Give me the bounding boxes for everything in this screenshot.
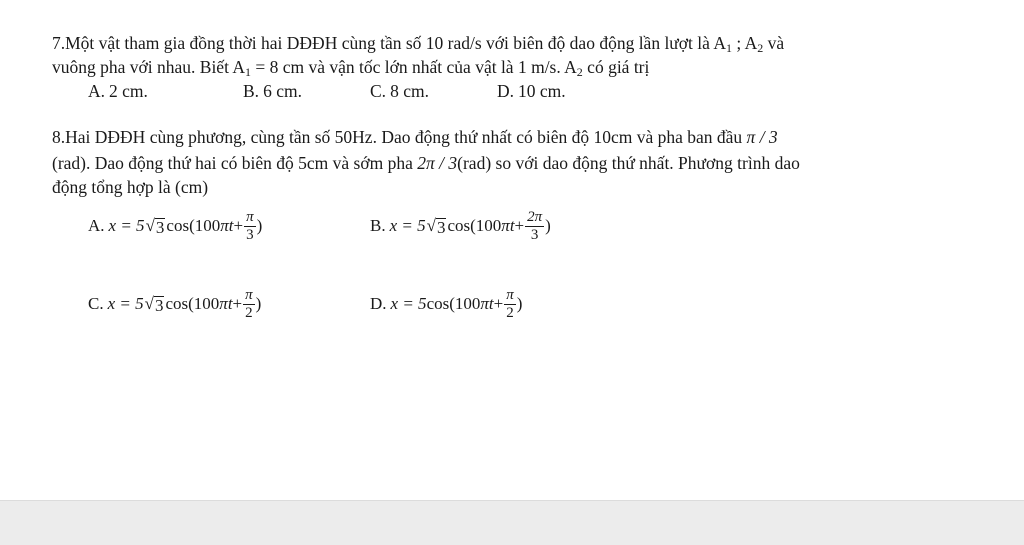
q8-line-3 xyxy=(52,176,208,198)
option-text: 8 cm. xyxy=(390,81,429,101)
option-label: D. xyxy=(497,81,515,101)
q7-text: có giá trị xyxy=(582,57,650,77)
math-inline: π / 3 xyxy=(746,127,778,147)
equation-func: cos(100 xyxy=(426,294,481,313)
q8-option-c[interactable]: C. x = 5 √ 3 cos(100 πt + $\frac{\pi}{2}$ ) xyxy=(88,286,262,321)
equation-func: cos(100 xyxy=(165,294,220,313)
option-label: D. xyxy=(370,294,387,313)
q8-text: động tổng hợp là (cm) xyxy=(52,177,209,197)
fraction: $\frac{\pi}{2}$ xyxy=(245,286,253,321)
option-label: C. xyxy=(370,81,387,101)
q7-text: 7.Một vật tham gia đồng thời hai DĐĐH cùng tần số 10 rad/s với biên độ dao động lần lượt là A xyxy=(52,33,726,53)
equation-var: πt xyxy=(480,294,494,313)
subscript: 1 xyxy=(245,65,251,79)
equation-lhs: x = 5 xyxy=(389,216,426,235)
q7-option-a[interactable] xyxy=(88,80,148,102)
equation-func: cos(100 xyxy=(166,216,221,235)
option-label: C. xyxy=(88,294,104,313)
q8-text: (rad) so với dao động thứ nhất. Phương trình dao xyxy=(457,153,800,173)
option-label: A. xyxy=(88,81,106,101)
q8-option-a[interactable]: A. x = 5 √ 3 cos(100 πt + $\frac{\pi}{3}$ ) xyxy=(88,208,263,243)
equation-lhs: x = 5 xyxy=(390,294,427,313)
equation-func: cos(100 xyxy=(447,216,502,235)
fraction: $\frac{\pi}{2}$ xyxy=(506,286,514,321)
option-label: B. xyxy=(370,216,386,235)
sqrt: √ 3 xyxy=(145,216,165,237)
q8-line-1 xyxy=(52,126,778,148)
q7-text: vuông pha với nhau. Biết A xyxy=(52,57,245,77)
q7-option-b[interactable] xyxy=(243,80,302,102)
q8-option-b[interactable]: B. x = 5 √ 3 cos(100 πt + $\frac{2\pi}{3}$ ) xyxy=(370,208,551,243)
option-text: 6 cm. xyxy=(263,81,302,101)
equation-var: πt xyxy=(219,294,233,313)
q8-text: (rad). Dao động thứ hai có biên độ 5cm và sớm pha xyxy=(52,153,413,173)
q7-option-d[interactable] xyxy=(497,80,566,102)
q7-text: ; A xyxy=(731,33,758,53)
equation-var: πt xyxy=(220,216,234,235)
subscript: 2 xyxy=(576,65,583,79)
equation-lhs: x = 5 xyxy=(107,294,144,313)
option-label: B. xyxy=(243,81,260,101)
q8-text: 8.Hai DĐĐH cùng phương, cùng tần số 50Hz. Dao động thứ nhất có biên độ 10cm và pha ban đầu xyxy=(52,127,743,147)
sqrt: √ 3 xyxy=(144,294,164,315)
math-inline: 2π / 3 xyxy=(417,153,458,173)
option-text: 10 cm. xyxy=(518,81,566,101)
equation-var: πt xyxy=(501,216,515,235)
option-text: 2 cm. xyxy=(109,81,148,101)
page-gap xyxy=(0,500,1024,545)
option-label: A. xyxy=(88,216,105,235)
q7-option-c[interactable] xyxy=(370,80,429,102)
q7-text: và xyxy=(763,33,785,53)
fraction: $\frac{\pi}{3}$ xyxy=(246,208,254,243)
q7-line-2 xyxy=(52,56,649,83)
fraction: $\frac{2\pi}{3}$ xyxy=(527,208,543,243)
q8-line-2 xyxy=(52,152,800,174)
q7-line-1 xyxy=(52,32,784,59)
q8-option-d[interactable]: D. x = 5 cos(100 πt + $\frac{\pi}{2}$ ) xyxy=(370,286,523,321)
sqrt: √ 3 xyxy=(426,216,446,237)
equation-lhs: x = 5 xyxy=(108,216,145,235)
subscript: 1 xyxy=(725,41,732,55)
q7-text: = 8 cm và vận tốc lớn nhất của vật là 1 m/s. A xyxy=(251,57,577,77)
subscript: 2 xyxy=(757,41,764,55)
